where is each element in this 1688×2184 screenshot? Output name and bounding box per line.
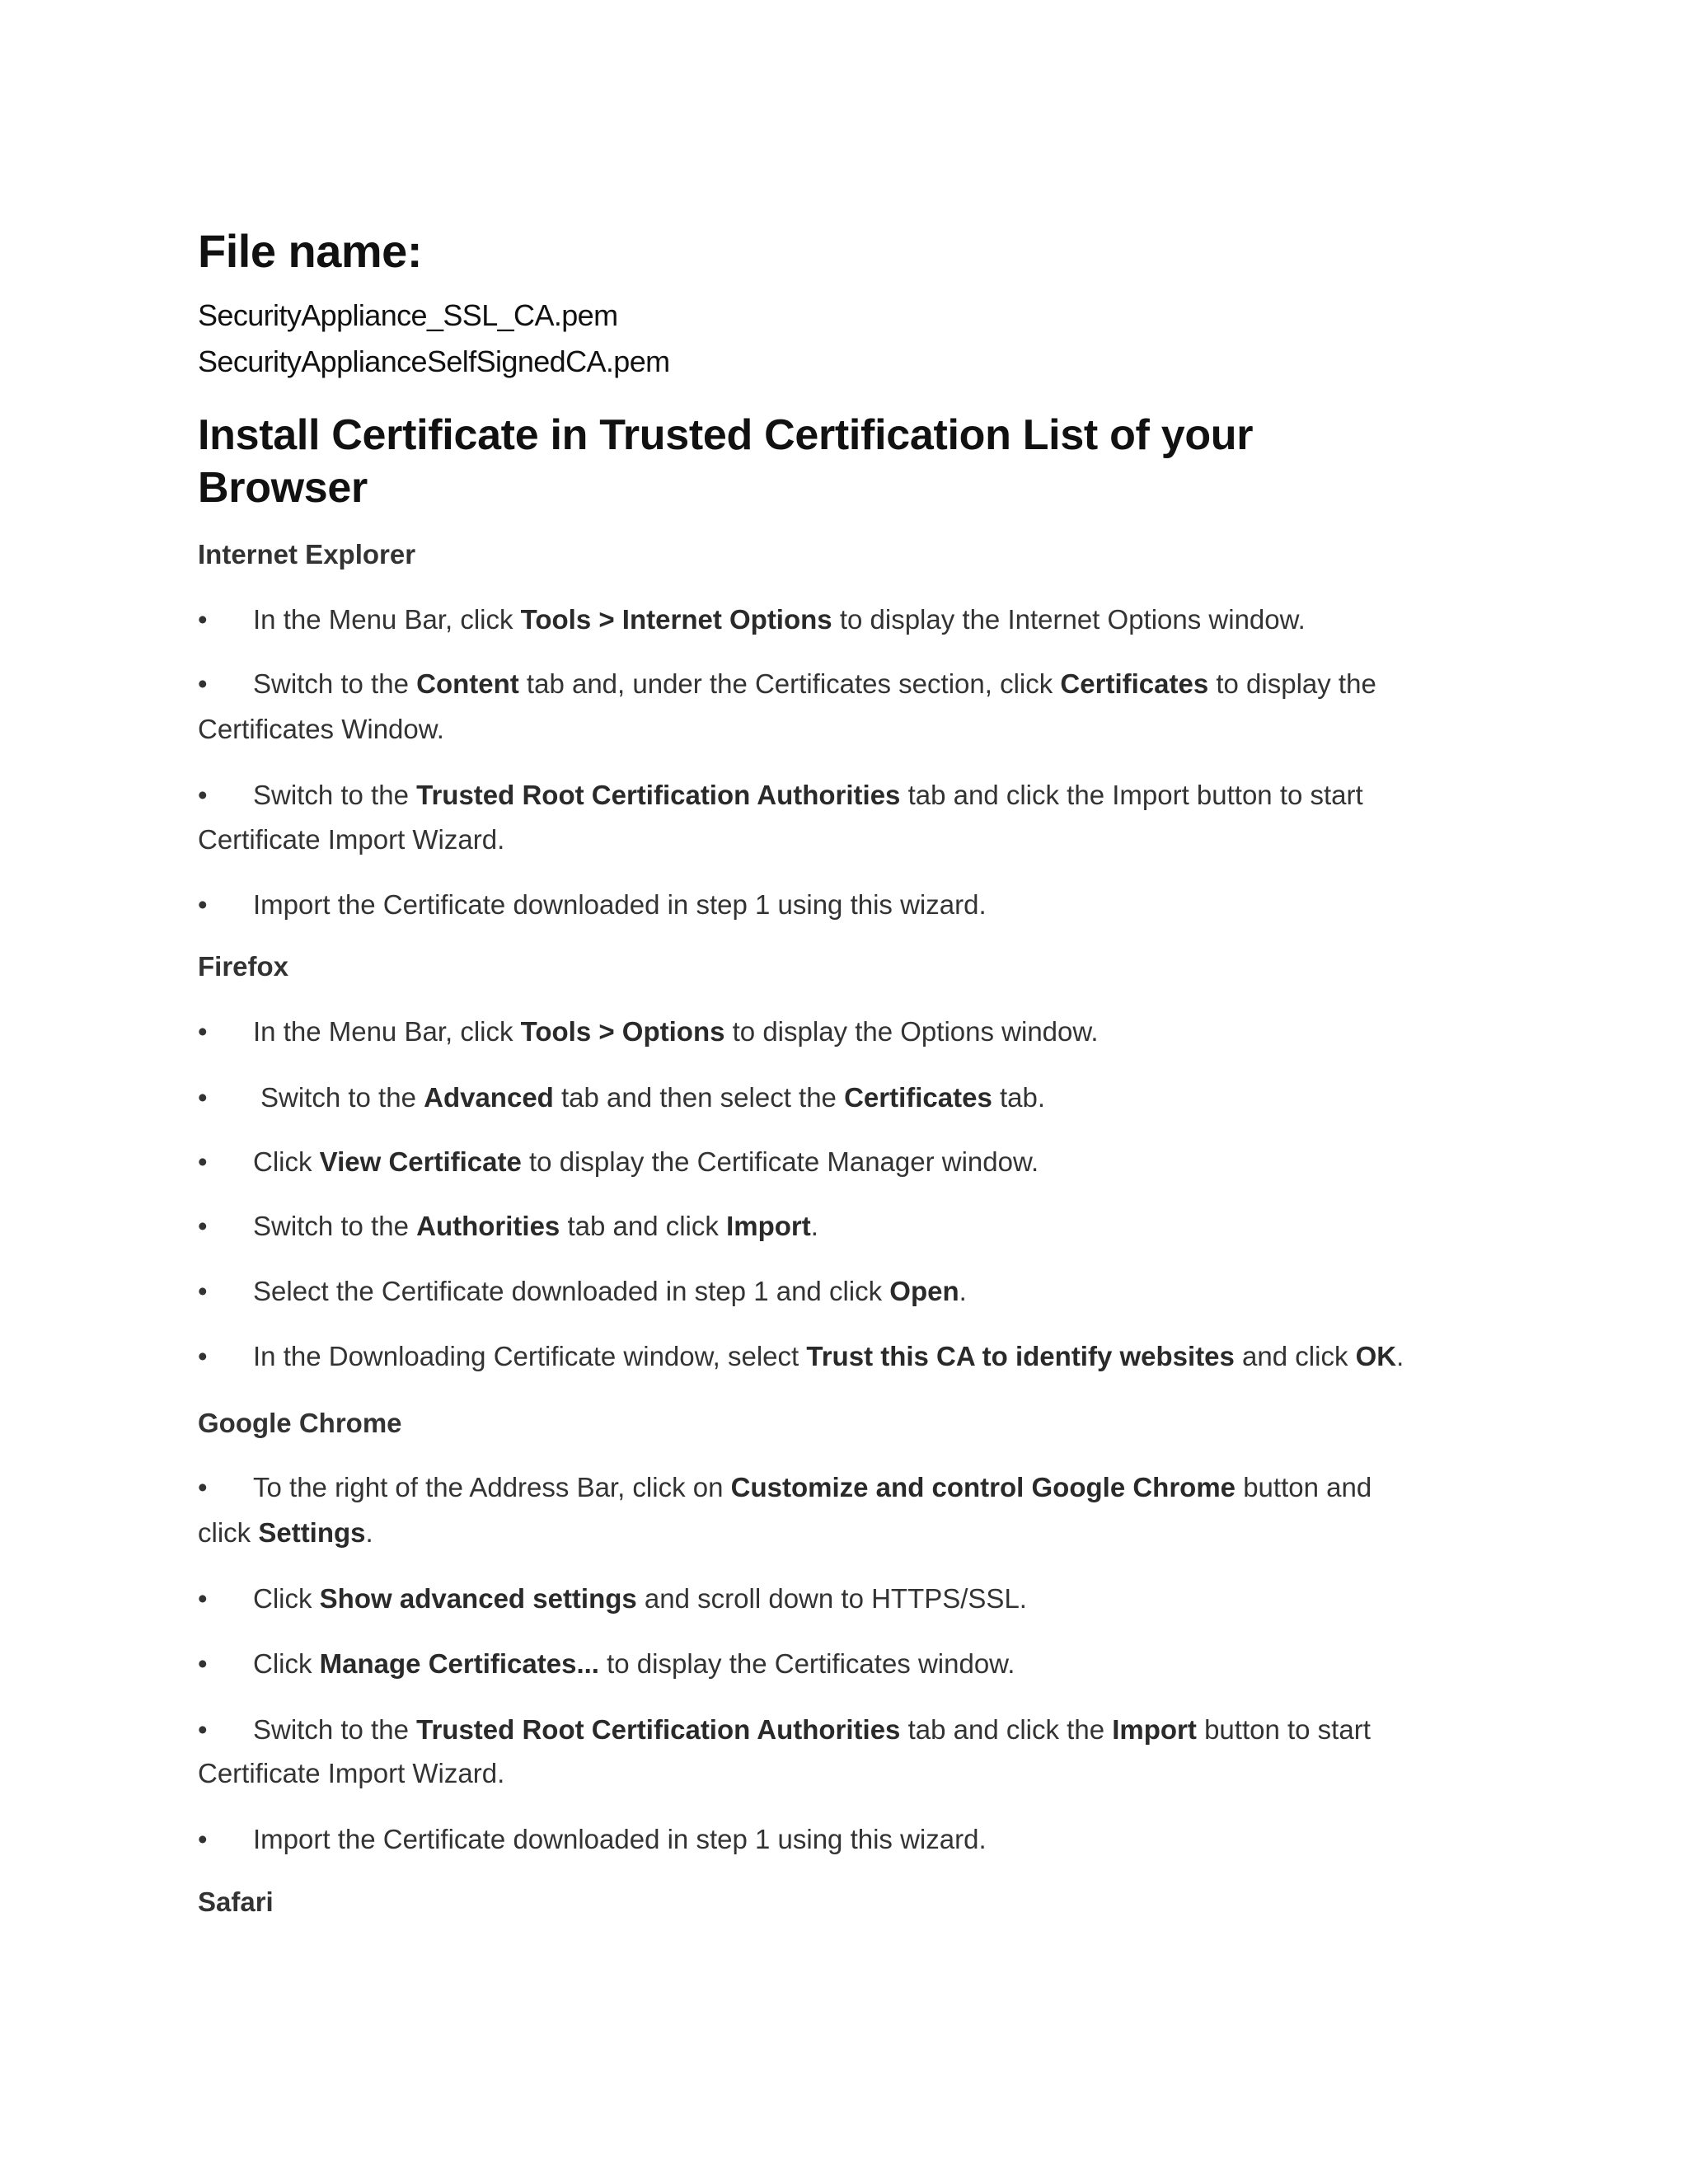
bullet-glyph: • bbox=[198, 1583, 208, 1614]
section-google-chrome: Google Chrome bbox=[198, 1408, 402, 1438]
bullet-glyph: • bbox=[198, 604, 208, 635]
bullet-glyph: • bbox=[198, 1082, 208, 1113]
file-name-1: SecurityAppliance_SSL_CA.pem bbox=[198, 298, 618, 332]
chrome-step-3: Click Manage Certificates... to display the Certificates window. bbox=[253, 1648, 1015, 1679]
firefox-step-2: Switch to the Advanced tab and then select the Certificates tab. bbox=[260, 1082, 1046, 1113]
firefox-step-4: Switch to the Authorities tab and click Import. bbox=[253, 1211, 818, 1241]
ie-step-1: In the Menu Bar, click Tools > Internet Options to display the Internet Options window. bbox=[253, 604, 1306, 635]
chrome-step-5: Import the Certificate downloaded in step 1 using this wizard. bbox=[253, 1824, 987, 1854]
bullet-glyph: • bbox=[198, 1016, 208, 1047]
file-name-heading: File name: bbox=[198, 225, 422, 277]
ie-step-4: Import the Certificate downloaded in step 1 using this wizard. bbox=[253, 889, 987, 920]
bullet-glyph: • bbox=[198, 1472, 208, 1502]
firefox-step-5: Select the Certificate downloaded in step 1 and click Open. bbox=[253, 1276, 967, 1306]
chrome-step-1: To the right of the Address Bar, click on Customize and control Google Chrome button and bbox=[253, 1472, 1372, 1502]
section-internet-explorer: Internet Explorer bbox=[198, 539, 416, 569]
chrome-step-1-cont: click Settings. bbox=[198, 1517, 373, 1548]
main-heading-line-1: Install Certificate in Trusted Certification List of your bbox=[198, 411, 1254, 459]
chrome-step-4-cont: Certificate Import Wizard. bbox=[198, 1758, 505, 1788]
main-heading-line-2: Browser bbox=[198, 464, 368, 512]
ie-step-3: Switch to the Trusted Root Certification Authorities tab and click the Import button to start bbox=[253, 780, 1363, 810]
ie-step-2-cont: Certificates Window. bbox=[198, 714, 444, 744]
bullet-glyph: • bbox=[198, 889, 208, 920]
ie-step-3-cont: Certificate Import Wizard. bbox=[198, 824, 505, 855]
ie-step-2: Switch to the Content tab and, under the Certificates section, click Certificates to display the bbox=[253, 668, 1376, 699]
bullet-glyph: • bbox=[198, 1824, 208, 1854]
bullet-glyph: • bbox=[198, 668, 208, 699]
section-firefox: Firefox bbox=[198, 951, 289, 982]
bullet-glyph: • bbox=[198, 1211, 208, 1241]
firefox-step-3: Click View Certificate to display the Certificate Manager window. bbox=[253, 1146, 1039, 1177]
chrome-step-4: Switch to the Trusted Root Certification Authorities tab and click the Import button to start bbox=[253, 1714, 1371, 1745]
bullet-glyph: • bbox=[198, 1146, 208, 1177]
bullet-glyph: • bbox=[198, 1276, 208, 1306]
bullet-glyph: • bbox=[198, 1341, 208, 1371]
chrome-step-2: Click Show advanced settings and scroll down to HTTPS/SSL. bbox=[253, 1583, 1027, 1614]
file-name-2: SecurityApplianceSelfSignedCA.pem bbox=[198, 344, 670, 378]
firefox-step-1: In the Menu Bar, click Tools > Options to display the Options window. bbox=[253, 1016, 1099, 1047]
bullet-glyph: • bbox=[198, 780, 208, 810]
bullet-glyph: • bbox=[198, 1648, 208, 1679]
bullet-glyph: • bbox=[198, 1714, 208, 1745]
section-safari: Safari bbox=[198, 1886, 274, 1917]
firefox-step-6: In the Downloading Certificate window, select Trust this CA to identify websites and click OK. bbox=[253, 1341, 1404, 1371]
